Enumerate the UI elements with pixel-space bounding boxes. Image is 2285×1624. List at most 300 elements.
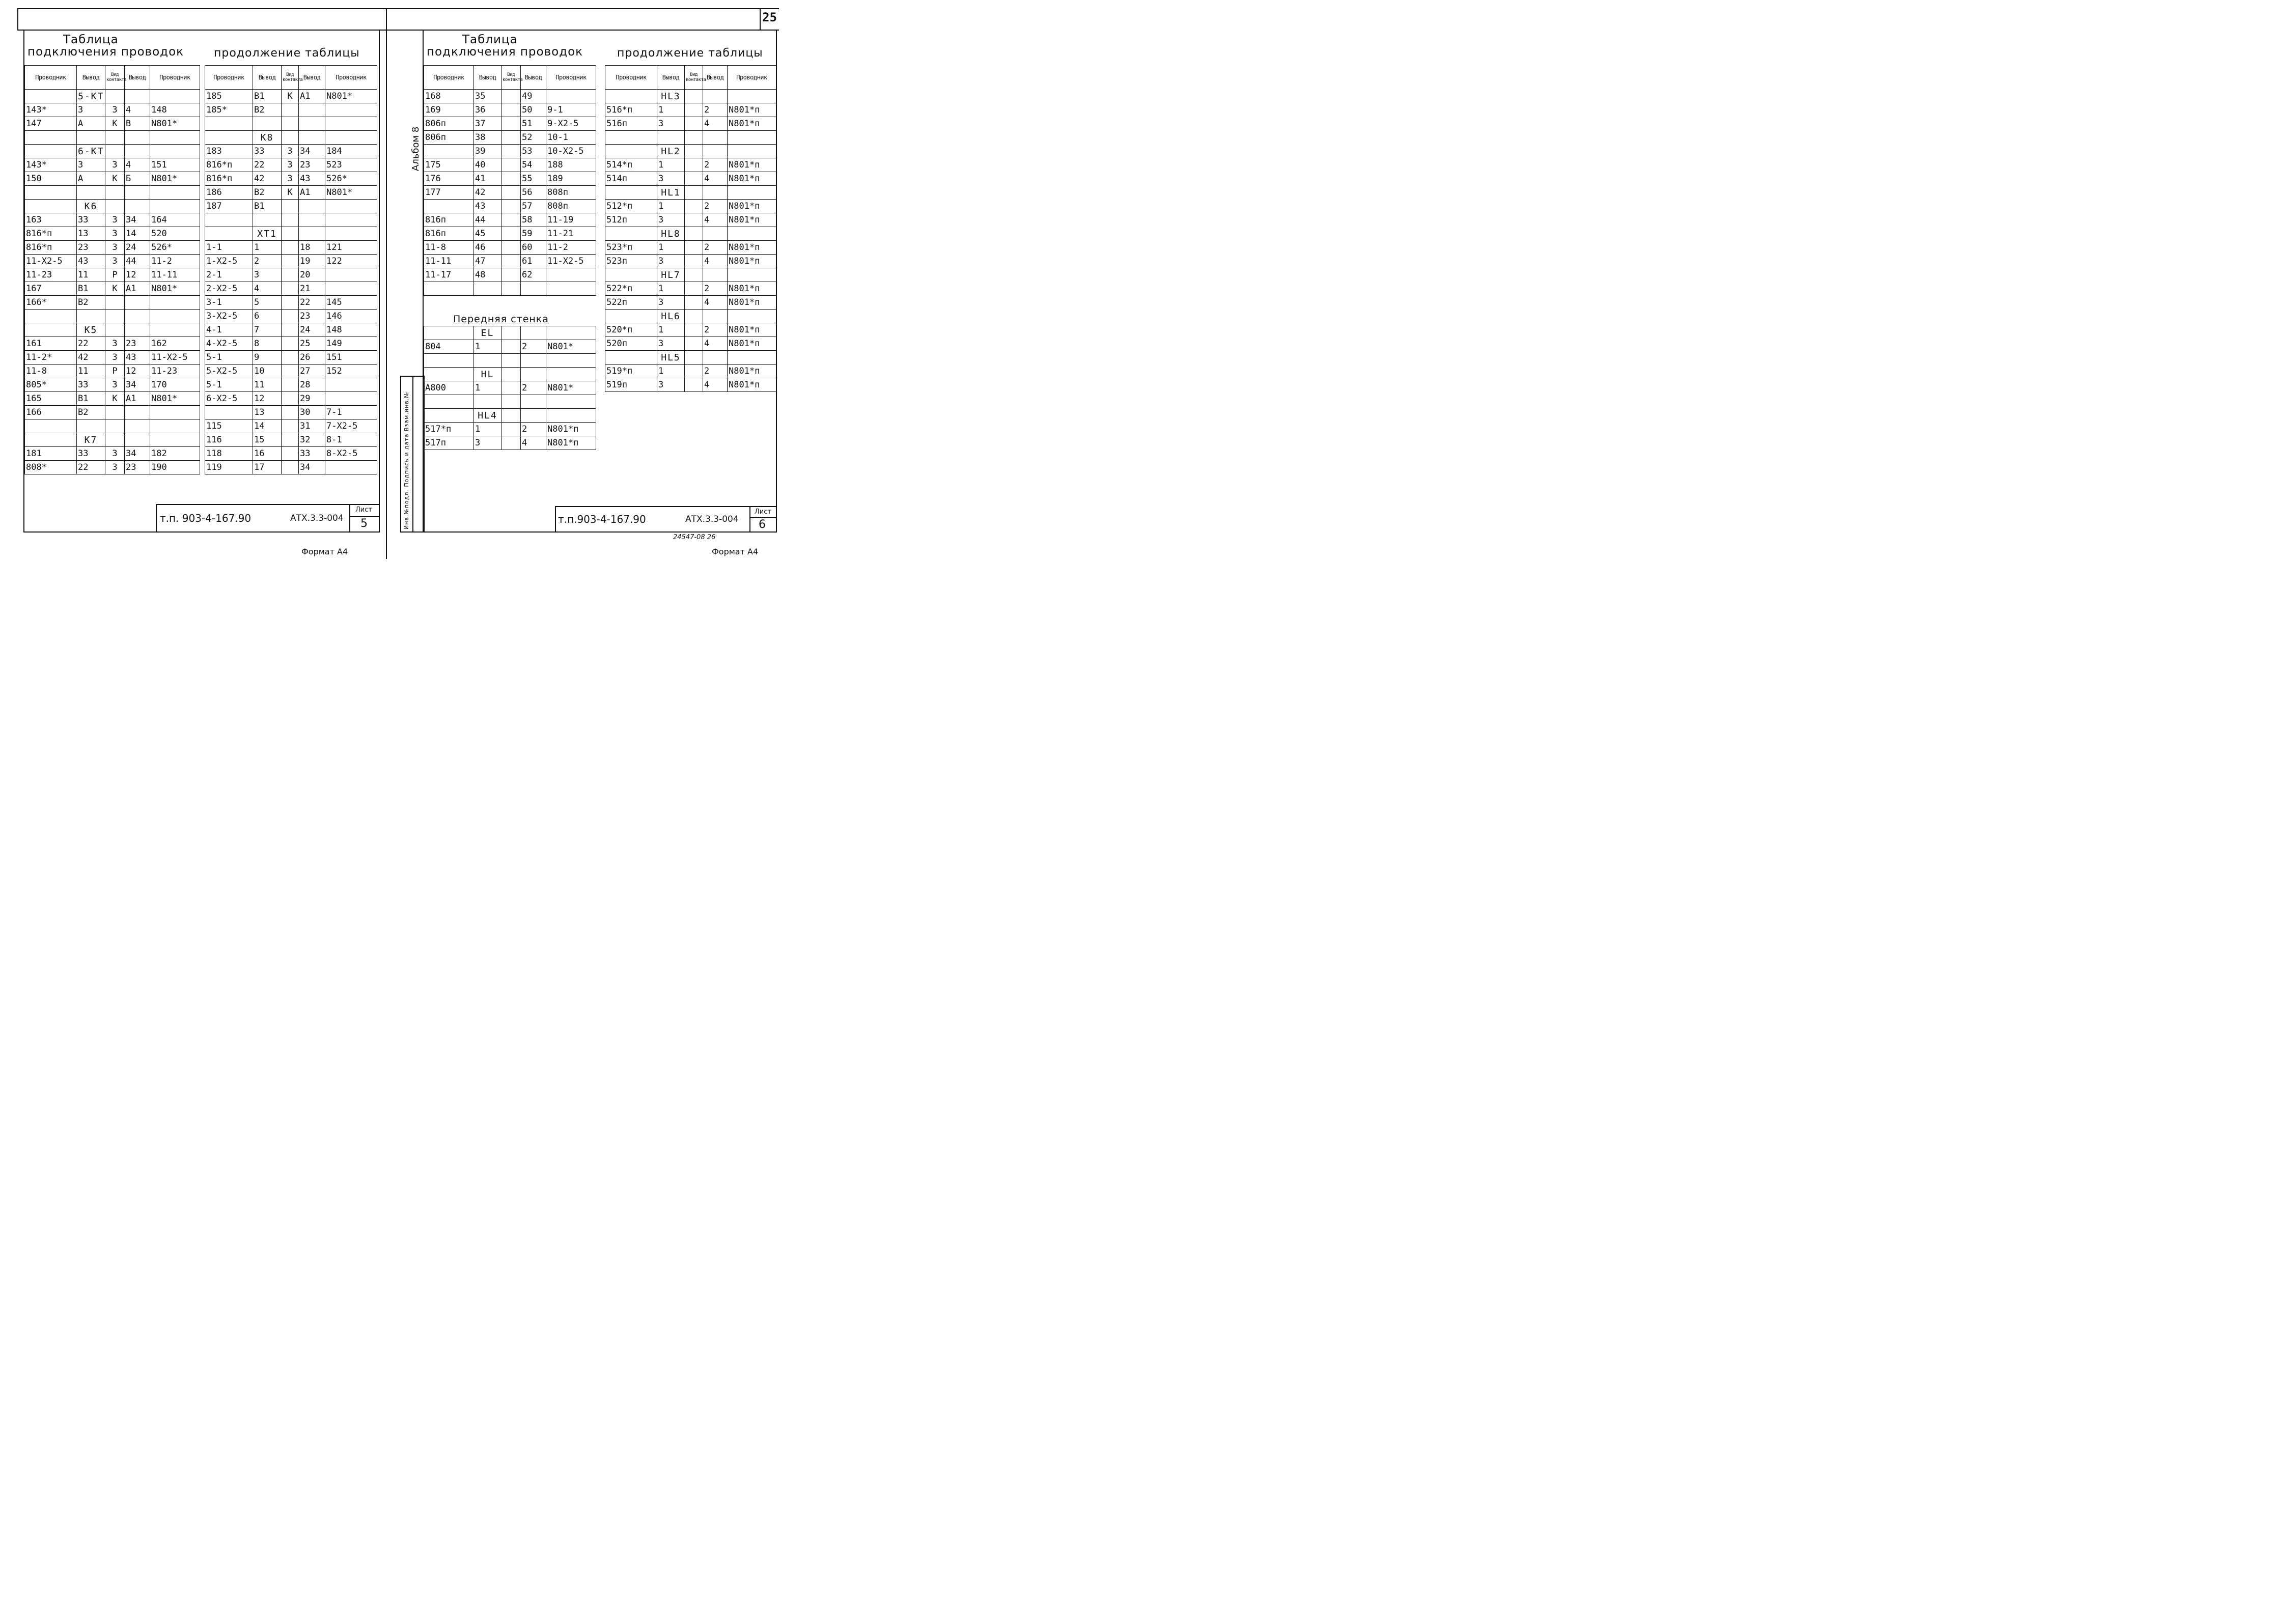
table-cell: 49 bbox=[521, 90, 546, 103]
table-cell: 21 bbox=[299, 282, 325, 296]
table-cell: 43 bbox=[77, 255, 105, 268]
table-cell bbox=[546, 90, 596, 103]
table-cell bbox=[685, 213, 703, 227]
table-cell: 11-23 bbox=[150, 365, 200, 378]
table-cell: N801*п bbox=[728, 378, 776, 392]
table-cell: 4 bbox=[125, 103, 150, 117]
table-cell bbox=[521, 409, 546, 423]
table-cell: 526* bbox=[325, 172, 377, 186]
table-cell bbox=[501, 255, 521, 268]
table-cell: 519п bbox=[605, 378, 657, 392]
table-cell bbox=[25, 131, 77, 145]
table-cell: 61 bbox=[521, 255, 546, 268]
table-row bbox=[25, 117, 200, 131]
table-cell bbox=[299, 213, 325, 227]
table-cell: N801*п bbox=[728, 255, 776, 268]
device-group-label: 5-КТ bbox=[77, 90, 105, 103]
copy-number: 24547-08 26 bbox=[673, 534, 716, 541]
table-cell: 54 bbox=[521, 158, 546, 172]
table-cell: N801* bbox=[325, 186, 377, 200]
table-cell: 6 bbox=[253, 310, 282, 323]
column-header: Вывод bbox=[253, 66, 282, 90]
table-cell: 11-8 bbox=[25, 365, 77, 378]
table-cell: 27 bbox=[299, 365, 325, 378]
table-cell: 8 bbox=[253, 337, 282, 351]
table-cell: 169 bbox=[424, 103, 474, 117]
table-cell: 43 bbox=[125, 351, 150, 365]
table-cell bbox=[501, 200, 521, 213]
table-cell: 3 bbox=[657, 117, 685, 131]
table-cell bbox=[325, 268, 377, 282]
table-cell: 11-Х2-5 bbox=[150, 351, 200, 365]
table-cell: 33 bbox=[77, 213, 105, 227]
table-cell bbox=[685, 255, 703, 268]
table-cell: 11-2* bbox=[25, 351, 77, 365]
table-cell: 33 bbox=[253, 145, 282, 158]
table-cell bbox=[728, 351, 776, 365]
table-cell bbox=[501, 354, 521, 368]
table-cell: 519*п bbox=[605, 365, 657, 378]
table-header-row bbox=[424, 66, 596, 90]
table-cell: 32 bbox=[299, 433, 325, 447]
table-cell: 3 bbox=[657, 378, 685, 392]
table-cell bbox=[282, 406, 299, 419]
table-cell bbox=[125, 200, 150, 213]
table-cell bbox=[282, 200, 299, 213]
table-cell: 2-1 bbox=[205, 268, 253, 282]
table-cell: 187 bbox=[205, 200, 253, 213]
table-cell: 23 bbox=[77, 241, 105, 255]
table-cell bbox=[685, 131, 703, 145]
table-row bbox=[25, 392, 200, 406]
table-cell: В2 bbox=[253, 103, 282, 117]
table-cell: N801*п bbox=[728, 282, 776, 296]
table-cell: 2 bbox=[703, 103, 728, 117]
table-row bbox=[25, 90, 200, 103]
column-header: Проводник bbox=[605, 66, 657, 90]
page-number: 25 bbox=[762, 10, 777, 24]
table-cell: 2 bbox=[703, 241, 728, 255]
table-cell bbox=[501, 282, 521, 296]
table-header-row bbox=[25, 66, 200, 90]
table-cell bbox=[546, 282, 596, 296]
table-cell: 9 bbox=[253, 351, 282, 365]
table-cell bbox=[605, 90, 657, 103]
table-cell: 3 bbox=[657, 296, 685, 310]
table-cell: 3 bbox=[282, 158, 299, 172]
table-cell: 60 bbox=[521, 241, 546, 255]
table-cell: 143* bbox=[25, 103, 77, 117]
table-cell bbox=[150, 200, 200, 213]
table-cell: 11 bbox=[253, 378, 282, 392]
table-row bbox=[424, 90, 596, 103]
table-cell: 22 bbox=[77, 461, 105, 474]
table-cell: 4 bbox=[703, 337, 728, 351]
table-cell: 37 bbox=[474, 117, 501, 131]
table-cell: 44 bbox=[125, 255, 150, 268]
table-cell: 4 bbox=[521, 436, 546, 450]
table-cell bbox=[282, 213, 299, 227]
table-row bbox=[605, 131, 776, 145]
table-cell: 2 bbox=[521, 381, 546, 395]
table-cell: 804 bbox=[424, 340, 474, 354]
table-cell: 34 bbox=[299, 461, 325, 474]
left-title-block bbox=[156, 504, 380, 533]
table-cell: В2 bbox=[77, 406, 105, 419]
table-cell: N801* bbox=[546, 340, 596, 354]
table-cell bbox=[105, 200, 125, 213]
device-group-label: К8 bbox=[253, 131, 282, 145]
table-cell: А bbox=[77, 117, 105, 131]
table-row bbox=[25, 461, 200, 474]
table-row bbox=[424, 172, 596, 186]
table-row bbox=[25, 213, 200, 227]
device-group-label: 6-КТ bbox=[77, 145, 105, 158]
right-wiring-table-1 bbox=[424, 65, 596, 296]
table-cell: 121 bbox=[325, 241, 377, 255]
table-row bbox=[605, 310, 776, 323]
table-cell: А800 bbox=[424, 381, 474, 395]
left-table-title: Таблица подключения проводок bbox=[27, 33, 184, 59]
table-cell bbox=[77, 186, 105, 200]
table-cell: 3 bbox=[105, 227, 125, 241]
table-cell: В2 bbox=[253, 186, 282, 200]
table-row bbox=[205, 406, 377, 419]
table-cell: 2 bbox=[703, 200, 728, 213]
table-cell bbox=[685, 172, 703, 186]
table-cell: 168 bbox=[424, 90, 474, 103]
table-row bbox=[25, 241, 200, 255]
table-cell: 3 bbox=[105, 103, 125, 117]
table-cell bbox=[546, 409, 596, 423]
table-cell bbox=[105, 323, 125, 337]
table-cell: 23 bbox=[299, 310, 325, 323]
device-group-label: HL5 bbox=[657, 351, 685, 365]
table-cell bbox=[282, 255, 299, 268]
table-cell: 43 bbox=[299, 172, 325, 186]
table-cell: 3 bbox=[282, 172, 299, 186]
table-cell: 24 bbox=[299, 323, 325, 337]
table-cell: 3 bbox=[105, 447, 125, 461]
right-title-block bbox=[555, 506, 777, 533]
right-sheet-label: Лист bbox=[755, 508, 771, 516]
table-cell bbox=[521, 354, 546, 368]
table-row bbox=[25, 131, 200, 145]
table-cell bbox=[150, 406, 200, 419]
table-cell bbox=[325, 103, 377, 117]
table-row bbox=[25, 145, 200, 158]
table-cell bbox=[325, 200, 377, 213]
table-cell bbox=[105, 419, 125, 433]
table-cell: 3 bbox=[657, 255, 685, 268]
side-stamp-text: Инв.№подл. Подпись и дата Взам.инв.№ bbox=[403, 391, 410, 529]
table-cell bbox=[282, 227, 299, 241]
table-cell bbox=[501, 131, 521, 145]
table-cell: 1 bbox=[657, 365, 685, 378]
column-header: Вывод bbox=[299, 66, 325, 90]
table-row bbox=[605, 255, 776, 268]
table-row bbox=[25, 103, 200, 117]
table-cell bbox=[424, 395, 474, 409]
table-row bbox=[605, 337, 776, 351]
table-cell: 45 bbox=[474, 227, 501, 241]
table-cell: 5 bbox=[253, 296, 282, 310]
table-cell: 1 bbox=[657, 323, 685, 337]
table-row bbox=[424, 255, 596, 268]
table-cell bbox=[205, 213, 253, 227]
table-cell bbox=[546, 326, 596, 340]
table-row bbox=[605, 378, 776, 392]
table-cell bbox=[325, 227, 377, 241]
table-row bbox=[424, 436, 596, 450]
device-group-label: EL bbox=[474, 326, 501, 340]
table-row bbox=[605, 213, 776, 227]
table-cell: 11-Х2-5 bbox=[546, 255, 596, 268]
table-cell: 808п bbox=[546, 186, 596, 200]
table-cell bbox=[150, 323, 200, 337]
table-cell: 512п bbox=[605, 213, 657, 227]
table-cell bbox=[150, 433, 200, 447]
table-cell: Р bbox=[105, 365, 125, 378]
table-row bbox=[605, 296, 776, 310]
table-cell: В bbox=[125, 117, 150, 131]
table-row bbox=[424, 145, 596, 158]
table-cell: 3 bbox=[282, 145, 299, 158]
table-cell: 2 bbox=[703, 323, 728, 337]
table-cell: 36 bbox=[474, 103, 501, 117]
column-header: Проводник bbox=[546, 66, 596, 90]
table-row bbox=[424, 213, 596, 227]
table-row bbox=[205, 145, 377, 158]
table-cell: 2 bbox=[521, 340, 546, 354]
device-group-label: HL2 bbox=[657, 145, 685, 158]
table-cell bbox=[282, 392, 299, 406]
table-cell bbox=[299, 227, 325, 241]
column-header: Проводник bbox=[728, 66, 776, 90]
table-cell bbox=[728, 227, 776, 241]
table-cell: 7 bbox=[253, 323, 282, 337]
table-cell: N801*п bbox=[728, 365, 776, 378]
left-sheet-label: Лист bbox=[355, 506, 372, 514]
table-cell bbox=[25, 310, 77, 323]
table-cell: А1 bbox=[125, 392, 150, 406]
table-row bbox=[605, 200, 776, 213]
table-row bbox=[25, 282, 200, 296]
right-continuation-label: продолжение таблицы bbox=[617, 47, 763, 60]
table-cell: 808п bbox=[546, 200, 596, 213]
table-cell: 38 bbox=[474, 131, 501, 145]
table-row bbox=[205, 186, 377, 200]
table-cell bbox=[282, 365, 299, 378]
table-cell bbox=[605, 186, 657, 200]
table-cell: 34 bbox=[299, 145, 325, 158]
table-cell: 176 bbox=[424, 172, 474, 186]
table-cell: N801*п bbox=[728, 103, 776, 117]
table-cell: 8-Х2-5 bbox=[325, 447, 377, 461]
table-cell: 161 bbox=[25, 337, 77, 351]
table-cell bbox=[685, 145, 703, 158]
table-cell: 3 bbox=[77, 158, 105, 172]
table-cell: 13 bbox=[253, 406, 282, 419]
table-row bbox=[605, 90, 776, 103]
table-cell: 148 bbox=[325, 323, 377, 337]
table-cell: 13 bbox=[77, 227, 105, 241]
table-cell bbox=[105, 131, 125, 145]
table-cell: 816*п bbox=[25, 227, 77, 241]
table-cell: К bbox=[105, 282, 125, 296]
table-cell: 3 bbox=[105, 158, 125, 172]
table-cell: 805* bbox=[25, 378, 77, 392]
table-cell: 9-Х2-5 bbox=[546, 117, 596, 131]
table-cell: 167 bbox=[25, 282, 77, 296]
table-cell bbox=[605, 351, 657, 365]
table-cell: 11-17 bbox=[424, 268, 474, 282]
column-header: Проводник bbox=[25, 66, 77, 90]
table-cell: 11 bbox=[77, 268, 105, 282]
table-cell: N801* bbox=[150, 172, 200, 186]
table-cell: 47 bbox=[474, 255, 501, 268]
table-cell bbox=[685, 103, 703, 117]
table-cell: 3 bbox=[105, 255, 125, 268]
left-continuation-label: продолжение таблицы bbox=[214, 47, 360, 60]
table-cell: 151 bbox=[325, 351, 377, 365]
table-cell bbox=[77, 131, 105, 145]
table-cell: А1 bbox=[299, 90, 325, 103]
table-cell: 523*п bbox=[605, 241, 657, 255]
table-cell: 34 bbox=[125, 378, 150, 392]
table-cell: 51 bbox=[521, 117, 546, 131]
table-cell: 520п bbox=[605, 337, 657, 351]
table-cell: 522п bbox=[605, 296, 657, 310]
table-cell: 33 bbox=[77, 378, 105, 392]
table-cell: А bbox=[77, 172, 105, 186]
table-cell: 3 bbox=[105, 461, 125, 474]
table-cell bbox=[253, 117, 282, 131]
table-cell bbox=[282, 419, 299, 433]
table-cell bbox=[150, 131, 200, 145]
table-cell bbox=[25, 186, 77, 200]
table-cell: 5-1 bbox=[205, 351, 253, 365]
table-cell: А1 bbox=[299, 186, 325, 200]
table-cell bbox=[728, 145, 776, 158]
table-cell bbox=[325, 282, 377, 296]
table-cell bbox=[501, 186, 521, 200]
table-cell: 4 bbox=[253, 282, 282, 296]
device-group-label: HL bbox=[474, 368, 501, 381]
table-cell: 4 bbox=[703, 172, 728, 186]
table-cell: 35 bbox=[474, 90, 501, 103]
table-cell bbox=[125, 90, 150, 103]
table-cell bbox=[685, 227, 703, 241]
table-cell: 182 bbox=[150, 447, 200, 461]
table-cell: 22 bbox=[253, 158, 282, 172]
table-row bbox=[605, 158, 776, 172]
table-row bbox=[205, 131, 377, 145]
table-cell: 11-19 bbox=[546, 213, 596, 227]
table-cell: 143* bbox=[25, 158, 77, 172]
table-row bbox=[605, 323, 776, 337]
right-wiring-table-2 bbox=[605, 65, 776, 392]
table-row bbox=[424, 117, 596, 131]
table-cell bbox=[546, 368, 596, 381]
table-cell bbox=[105, 90, 125, 103]
table-cell: К bbox=[282, 90, 299, 103]
table-cell bbox=[282, 310, 299, 323]
table-cell: N801*п bbox=[728, 200, 776, 213]
table-cell bbox=[501, 103, 521, 117]
column-header: Вывод bbox=[703, 66, 728, 90]
column-header: Вывод bbox=[125, 66, 150, 90]
table-cell bbox=[25, 90, 77, 103]
table-cell: 4 bbox=[125, 158, 150, 172]
table-row bbox=[205, 241, 377, 255]
table-cell bbox=[125, 419, 150, 433]
table-cell bbox=[282, 241, 299, 255]
table-cell: 14 bbox=[125, 227, 150, 241]
table-row bbox=[605, 117, 776, 131]
table-cell: 149 bbox=[325, 337, 377, 351]
table-cell bbox=[685, 337, 703, 351]
table-cell: 152 bbox=[325, 365, 377, 378]
table-row bbox=[424, 326, 596, 340]
table-cell bbox=[105, 186, 125, 200]
table-cell: 18 bbox=[299, 241, 325, 255]
table-row bbox=[25, 378, 200, 392]
table-cell: А1 bbox=[125, 282, 150, 296]
table-cell: В2 bbox=[77, 296, 105, 310]
table-cell: N801*п bbox=[728, 213, 776, 227]
table-cell: 25 bbox=[299, 337, 325, 351]
table-cell bbox=[703, 145, 728, 158]
column-header: Вывод bbox=[77, 66, 105, 90]
table-cell bbox=[501, 340, 521, 354]
table-row bbox=[424, 423, 596, 436]
device-group-label: К5 bbox=[77, 323, 105, 337]
table-cell: 816*п bbox=[25, 241, 77, 255]
table-cell bbox=[521, 395, 546, 409]
table-cell: 4-Х2-5 bbox=[205, 337, 253, 351]
table-cell bbox=[703, 310, 728, 323]
table-cell bbox=[501, 241, 521, 255]
table-cell: 2 bbox=[253, 255, 282, 268]
table-row bbox=[605, 227, 776, 241]
table-row bbox=[205, 351, 377, 365]
left-sheet-number: 5 bbox=[360, 517, 368, 530]
table-cell: 53 bbox=[521, 145, 546, 158]
table-cell: 183 bbox=[205, 145, 253, 158]
table-cell bbox=[299, 103, 325, 117]
table-cell bbox=[703, 131, 728, 145]
table-cell bbox=[125, 406, 150, 419]
table-row bbox=[25, 255, 200, 268]
table-cell: 20 bbox=[299, 268, 325, 282]
table-cell bbox=[282, 461, 299, 474]
table-cell: 16 bbox=[253, 447, 282, 461]
table-cell: 1 bbox=[253, 241, 282, 255]
table-cell bbox=[282, 433, 299, 447]
table-cell bbox=[521, 368, 546, 381]
table-row bbox=[424, 103, 596, 117]
table-row bbox=[205, 461, 377, 474]
table-cell: 24 bbox=[125, 241, 150, 255]
table-row bbox=[424, 340, 596, 354]
table-cell bbox=[205, 117, 253, 131]
table-row bbox=[205, 103, 377, 117]
table-header-row bbox=[605, 66, 776, 90]
table-cell: 3 bbox=[657, 213, 685, 227]
device-group-label: К7 bbox=[77, 433, 105, 447]
table-cell bbox=[728, 90, 776, 103]
